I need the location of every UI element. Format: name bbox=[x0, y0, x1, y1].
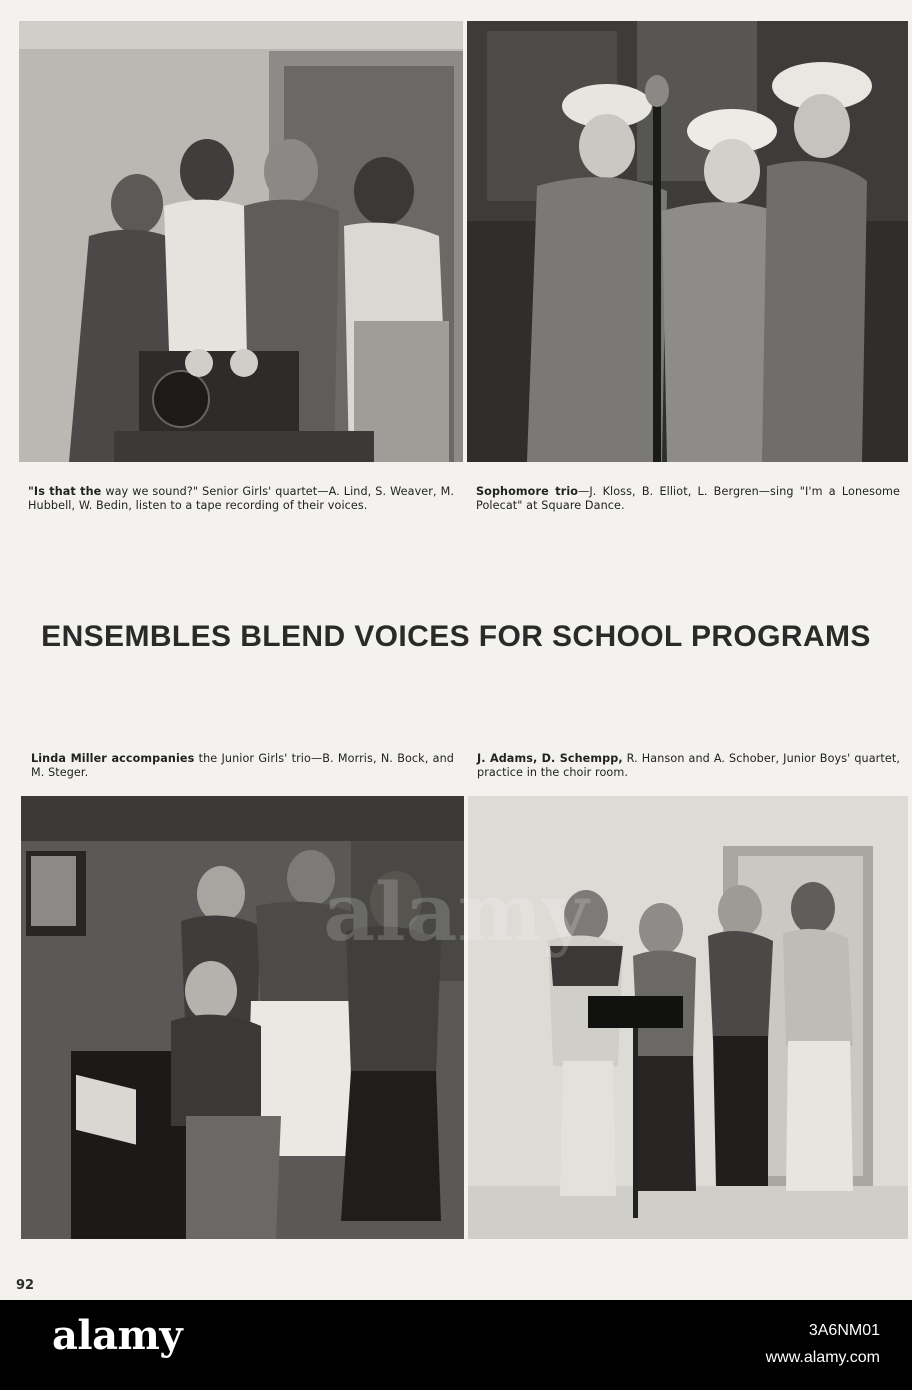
watermark-url: www.alamy.com bbox=[765, 1349, 880, 1366]
caption-text: R. Hanson and A. Schober, Junior Boys' quartet, practice in the choir room. bbox=[477, 752, 900, 780]
caption-text: —J. Kloss, B. Elliot, L. Bergren—sing "I'm a Lonesome Polecat" at Square Dance. bbox=[476, 485, 900, 513]
watermark-image-id: 3A6NM01 bbox=[808, 1322, 880, 1339]
caption-junior-girls-trio bbox=[31, 752, 454, 781]
caption-lead: "Is that the bbox=[28, 485, 102, 498]
watermark-logo: alamy bbox=[52, 1312, 183, 1359]
photo-junior-girls-trio bbox=[21, 796, 464, 1239]
caption-lead: Linda Miller accompanies bbox=[31, 752, 195, 765]
photo-junior-boys-quartet bbox=[468, 796, 908, 1239]
caption-lead: J. Adams, D. Schempp, bbox=[477, 752, 623, 765]
caption-junior-boys-quartet bbox=[477, 752, 900, 781]
photo-senior-girls-quartet bbox=[19, 21, 463, 462]
caption-sophomore-trio bbox=[476, 485, 900, 514]
photo-sophomore-trio bbox=[467, 21, 908, 462]
caption-senior-girls-quartet bbox=[28, 485, 454, 514]
caption-lead: Sophomore trio bbox=[476, 485, 579, 498]
page-number: 92 bbox=[16, 1278, 35, 1293]
caption-text: the Junior Girls' trio—B. Morris, N. Bock, and M. Steger. bbox=[31, 752, 454, 780]
caption-text: way we sound?" Senior Girls' quartet—A. Lind, S. Weaver, M. Hubbell, W. Bedin, listen to a tape recording of their voices. bbox=[28, 485, 454, 513]
page-headline: ENSEMBLES BLEND VOICES FOR SCHOOL PROGRAMS bbox=[41, 620, 871, 653]
